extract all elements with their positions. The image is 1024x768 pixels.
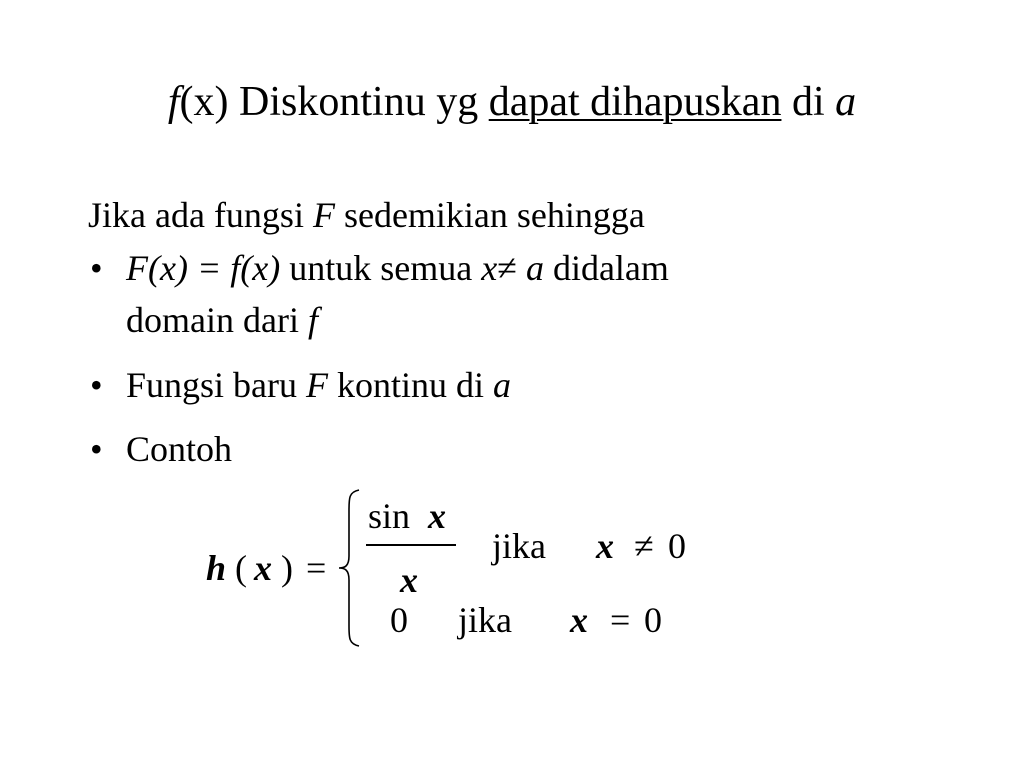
formula-equals: = <box>306 548 327 588</box>
formula-close-paren: ) <box>281 548 293 588</box>
bullet1-t2: didalam <box>543 248 669 288</box>
left-brace-icon <box>335 488 365 648</box>
formula-eq-2: = <box>610 600 631 640</box>
bullet1-eq: F(x) = f(x) <box>126 248 281 288</box>
slide-body <box>88 190 848 488</box>
bullet2-t1: Fungsi baru <box>126 365 306 405</box>
bullet2-F: F <box>306 365 328 405</box>
formula-x-2: x <box>570 600 588 640</box>
fraction-bar <box>366 544 456 546</box>
title-a: a <box>835 79 857 125</box>
bullet-item <box>88 424 848 474</box>
formula-zero-1: 0 <box>668 526 686 566</box>
formula-x-1: x <box>596 526 614 566</box>
bullet-dot: • <box>90 429 103 469</box>
formula-jika-2: jika <box>458 600 512 640</box>
formula-zero-value: 0 <box>390 600 408 640</box>
title-underlined: dapat dihapuskan <box>488 79 782 125</box>
title-f: f <box>167 79 180 125</box>
title-x-paren: (x) Diskontinu yg <box>179 79 489 125</box>
formula-jika-1: jika <box>492 526 546 566</box>
bullet1-x: x <box>481 248 498 288</box>
formula-zero-2: 0 <box>644 600 662 640</box>
bullet2-a: a <box>493 365 512 405</box>
bullet3-t1: Contoh <box>126 429 233 469</box>
intro-F: F <box>312 195 335 235</box>
bullet2-t2: kontinu di <box>328 365 494 405</box>
formula-den-x: x <box>400 560 418 600</box>
bullet1-f: f <box>307 300 318 340</box>
bullet1-line2: domain dari <box>126 300 308 340</box>
bullet-item <box>88 360 848 410</box>
formula-h: h <box>206 548 227 588</box>
formula-sin: sin <box>368 496 411 536</box>
intro-prefix: Jika ada fungsi <box>88 195 313 235</box>
formula-num-x: x <box>428 496 446 536</box>
intro-suffix: sedemikian sehingga <box>334 195 645 235</box>
bullet1-a: a <box>525 248 544 288</box>
intro-line <box>88 190 848 240</box>
formula-neq: ≠ <box>634 526 654 566</box>
bullet-dot: • <box>90 248 103 288</box>
formula-x: x <box>254 548 272 588</box>
bullet-dot: • <box>90 365 103 405</box>
title-di: di <box>781 79 836 125</box>
bullet1-t1: untuk semua <box>280 248 482 288</box>
bullet1-neq: ≠ <box>497 248 526 288</box>
bullet-list <box>88 242 848 474</box>
formula-open-paren: ( <box>235 548 247 588</box>
bullet-item <box>88 242 848 346</box>
slide-title <box>0 74 1024 130</box>
